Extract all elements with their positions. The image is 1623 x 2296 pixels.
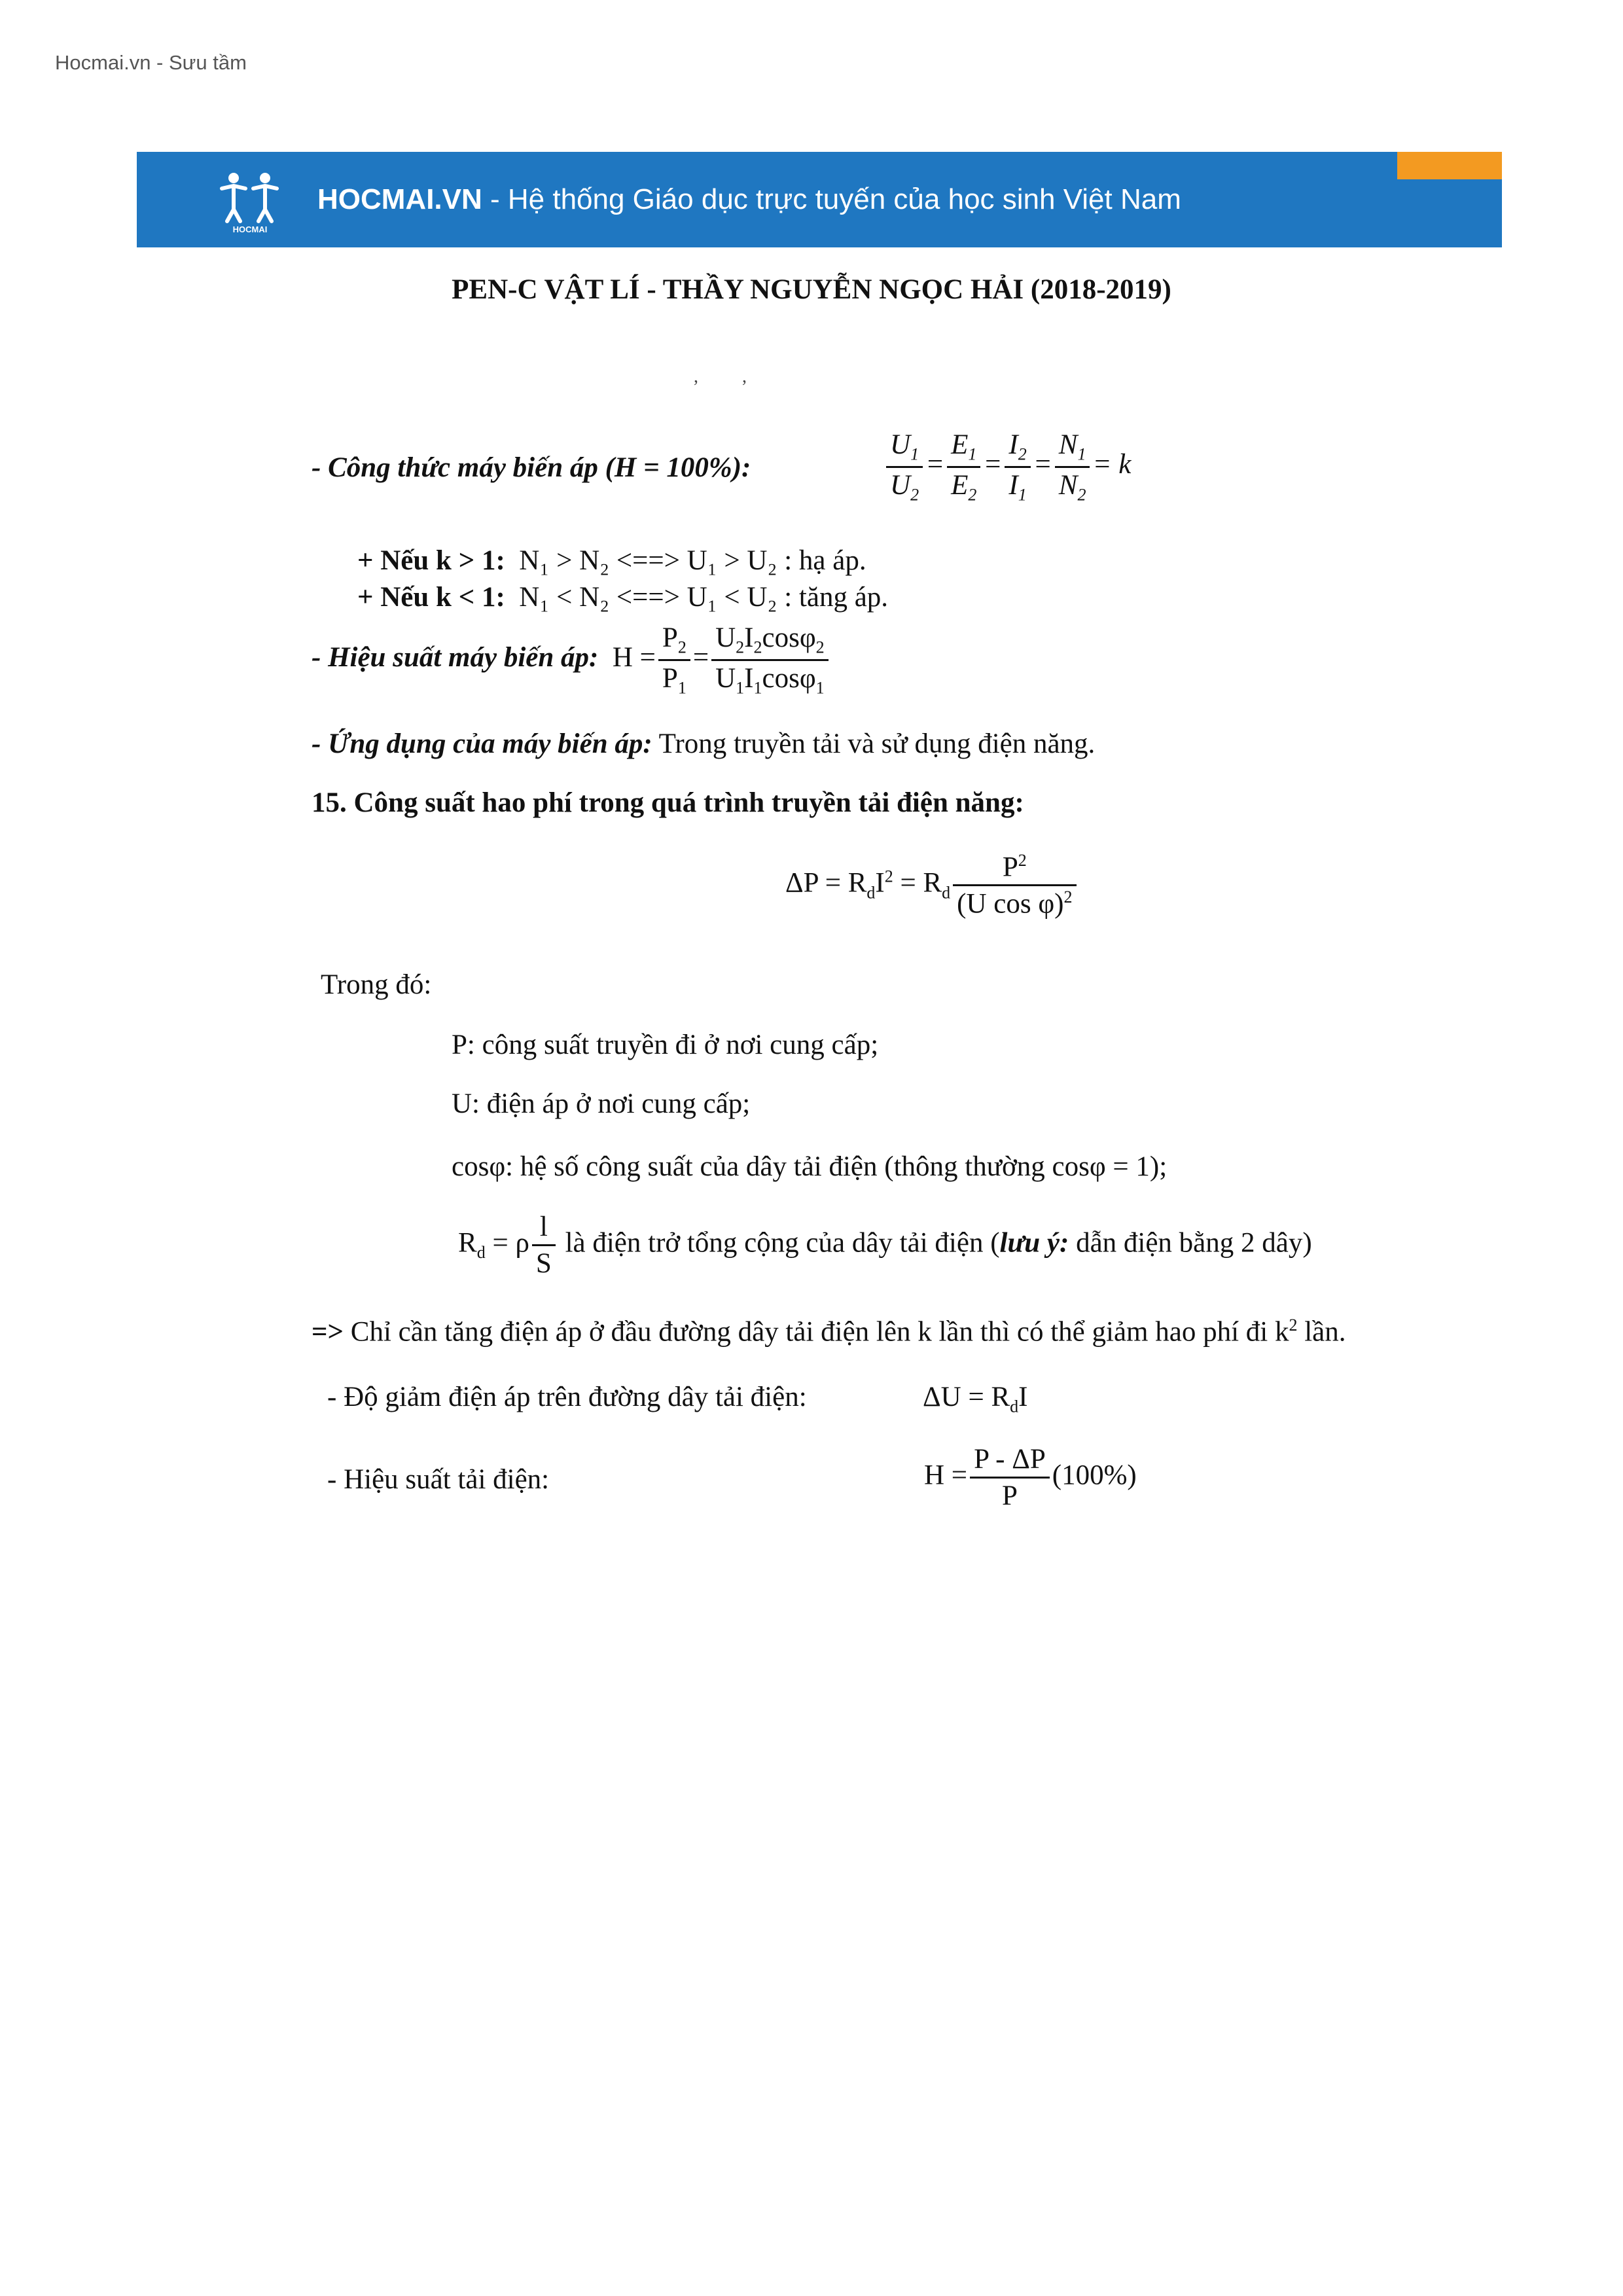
voltage-drop-formula: $\Delta U = R_dI$	[923, 1382, 1028, 1416]
transmission-efficiency-formula: H = $\frac{P - \Delta P}{P}$ (100%)	[924, 1444, 1137, 1511]
transformer-application: - Ứng dụng của máy biến áp: Trong truyền tải và sử dụng điện năng.	[312, 728, 1096, 759]
transformer-efficiency: - Hiệu suất máy biến áp: H = $\frac{P_2}{P_1}$ = $\frac{U_2I_2\cos\varphi_2}{U_1I_1\cos\varphi_1}$	[312, 622, 831, 698]
banner-text	[317, 183, 1181, 216]
banner-accent	[1397, 152, 1502, 179]
conclusion: => Chỉ cần tăng điện áp ở đầu đường dây tải điện lên k lần thì có thể giảm hao phí đi $k^2$ lần.	[312, 1316, 1346, 1348]
power-loss-formula: $\Delta P = R_dI^2 = R_d$ $\frac{P^2}{(U \cos \varphi)^2}$	[785, 851, 1079, 920]
brand-tagline: - Hệ thống Giáo dục trực tuyến của học sinh Việt Nam	[482, 183, 1181, 215]
def-u: U: điện áp ở nơi cung cấp;	[452, 1088, 751, 1119]
header-banner	[137, 152, 1502, 247]
def-p: P: công suất truyền đi ở nơi cung cấp;	[452, 1030, 879, 1060]
def-cos: cosφ: hệ số công suất của dây tải điện (thông thường cosφ = 1);	[452, 1151, 1168, 1182]
hocmai-logo-icon	[214, 169, 286, 234]
where-label: Trong đó:	[321, 969, 432, 1000]
case-k-less: + Nếu k < 1: N₁ < N₂ <==> U₁ < U₂ : tăng áp.	[357, 582, 889, 613]
logo-text: HOCMAI	[232, 224, 268, 234]
document-title: PEN-C VẬT LÍ - THẦY NGUYỄN NGỌC HẢI (2018-2019)	[452, 274, 1171, 305]
source-note: Hocmai.vn - Sưu tầm	[55, 51, 247, 74]
brand-name: HOCMAI.VN	[317, 183, 482, 215]
transformer-ratio-formula: $\frac{U_1}{U_2}$ = $\frac{E_1}{E_2}$ = $\frac{I_2}{I_1}$ = $\frac{N_1}{N_2}$ = k	[883, 429, 1131, 505]
def-rd: $R_d = \rho$ $\frac{l}{S}$ là điện trở tổng cộng của dây tải điện (lưu ý: dẫn điện bằng 2 dây)	[458, 1211, 1312, 1279]
voltage-drop-label: - Độ giảm điện áp trên đường dây tải điện:	[327, 1382, 807, 1412]
transformer-formula-label: - Công thức máy biến áp (H = 100%):	[312, 452, 751, 483]
faint-marks: , ,	[694, 367, 766, 387]
section-15-heading: 15. Công suất hao phí trong quá trình truyền tải điện năng:	[312, 787, 1024, 818]
case-k-greater: + Nếu k > 1: N₁ > N₂ <==> U₁ > U₂ : hạ áp.	[357, 545, 866, 576]
transmission-efficiency-label: - Hiệu suất tải điện:	[327, 1464, 550, 1495]
